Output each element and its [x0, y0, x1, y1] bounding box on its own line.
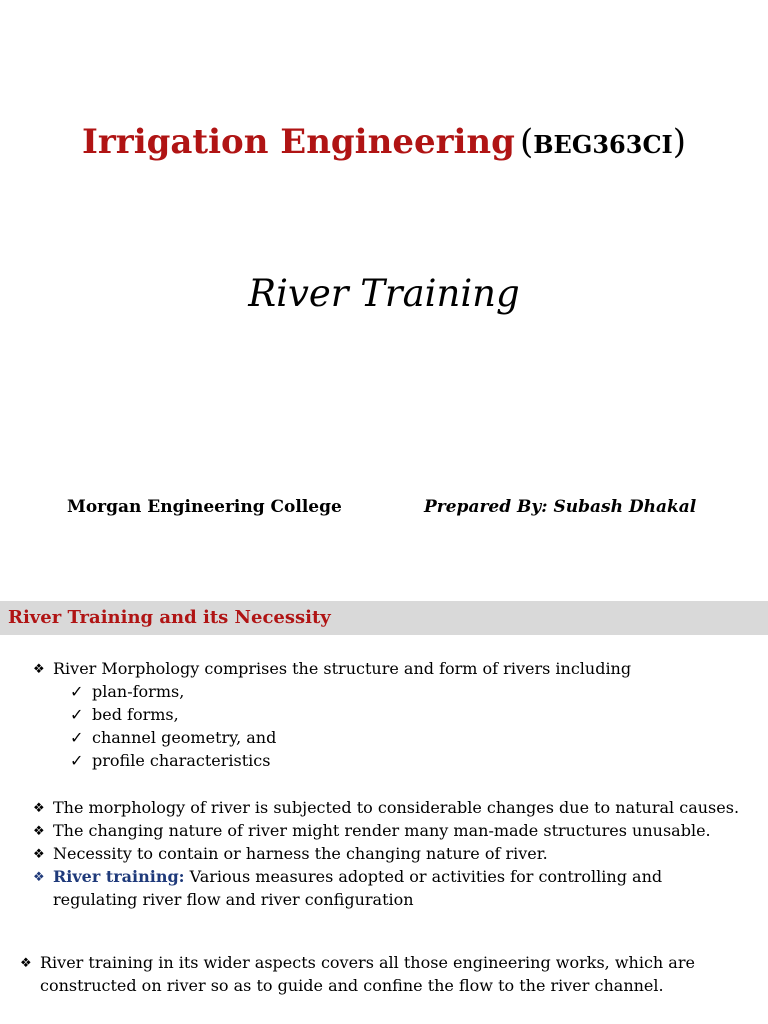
slide-subtitle: River Training [248, 272, 520, 315]
paren-open: ( [520, 122, 534, 162]
author-credit: Prepared By: Subash Dhakal [424, 497, 697, 517]
checkmark-icon: ✓ [70, 705, 84, 724]
diamond-bullet-icon: ❖ [33, 824, 45, 839]
section-header-bar [0, 601, 768, 635]
bullet-river-training-definition [33, 865, 662, 889]
diamond-bullet-icon: ❖ [33, 870, 45, 885]
sub-item-text: profile characteristics [92, 751, 271, 770]
checkmark-icon: ✓ [70, 682, 84, 701]
bullet-text: Necessity to contain or harness the changing nature of river. [53, 844, 548, 863]
sub-item-plan-forms [70, 680, 184, 703]
bullet-morphology-changes [33, 796, 739, 820]
diamond-bullet-icon: ❖ [33, 847, 45, 862]
diamond-bullet-icon: ❖ [20, 956, 32, 971]
section-header: River Training and its Necessity [8, 607, 331, 628]
bullet-text: River Morphology comprises the structure and form of rivers including [53, 659, 632, 678]
bullet-continuation [40, 974, 664, 997]
sub-item-text: channel geometry, and [92, 728, 277, 747]
bullet-changing-nature [33, 819, 711, 843]
diamond-bullet-icon: ❖ [33, 662, 45, 677]
keyword: River training: [53, 867, 185, 886]
sub-item-text: bed forms, [92, 705, 179, 724]
bullet-wider-aspects [20, 951, 695, 975]
sub-item-text: plan-forms, [92, 682, 185, 701]
diamond-bullet-icon: ❖ [33, 801, 45, 816]
slide-title [0, 122, 768, 162]
sub-item-profile [70, 749, 270, 772]
course-code: BEG363CI [533, 130, 673, 159]
checkmark-icon: ✓ [70, 728, 84, 747]
bullet-text: constructed on river so as to guide and confine the flow to the river channel. [40, 976, 664, 995]
bullet-text: Various measures adopted or activities for controlling and [184, 867, 663, 886]
checkmark-icon: ✓ [70, 751, 84, 770]
college-name: Morgan Engineering College [67, 497, 342, 517]
bullet-text: The changing nature of river might render many man-made structures unusable. [53, 821, 711, 840]
bullet-continuation [53, 888, 414, 911]
bullet-necessity [33, 842, 548, 866]
bullet-text: The morphology of river is subjected to considerable changes due to natural causes. [53, 798, 740, 817]
bullet-text: River training in its wider aspects covers all those engineering works, which are [40, 953, 695, 972]
course-title: Irrigation Engineering [81, 122, 515, 162]
bullet-river-morphology [33, 657, 631, 681]
paren-close: ) [672, 122, 687, 162]
sub-item-channel-geometry [70, 726, 276, 749]
bullet-text: regulating river flow and river configuration [53, 890, 414, 909]
sub-item-bed-forms [70, 703, 179, 726]
